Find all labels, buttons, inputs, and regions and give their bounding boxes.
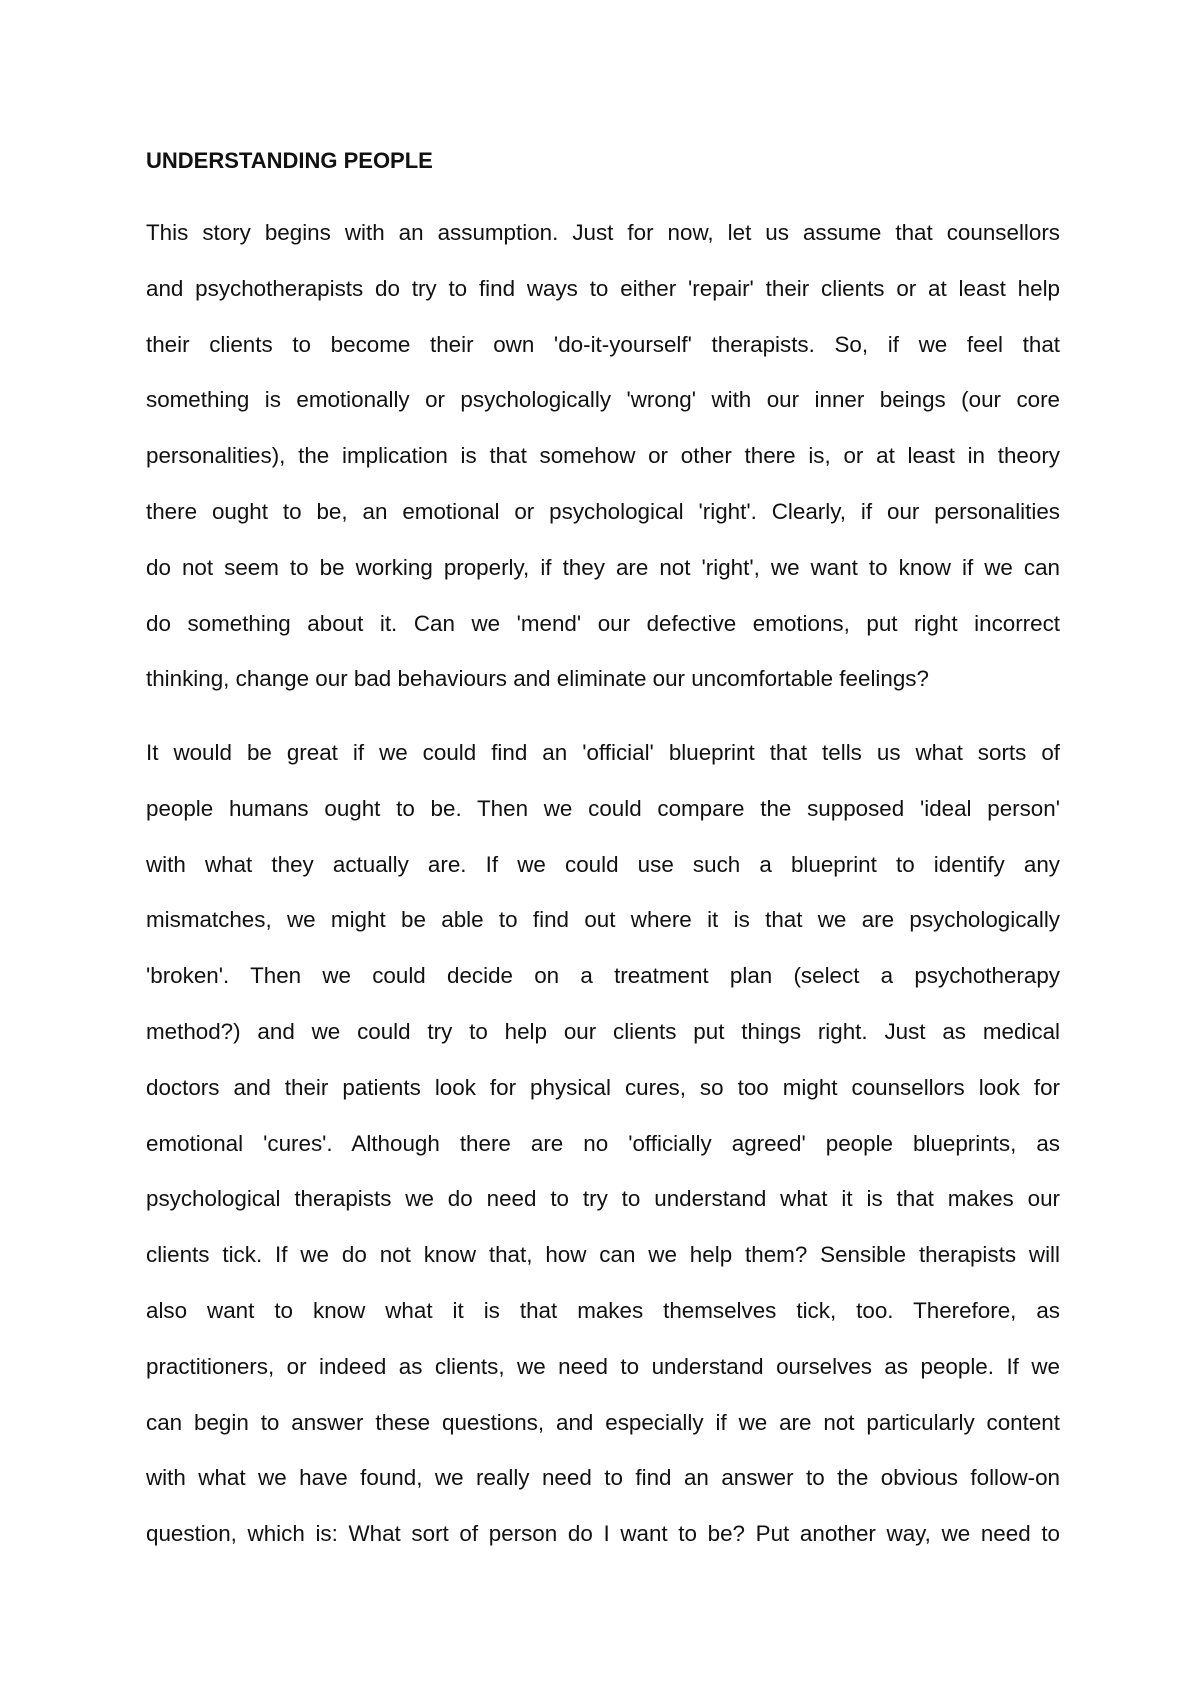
text-line: something is emotionally or psychologically 'wrong' with our inner beings (our core [146, 387, 1060, 413]
text-line: and psychotherapists do try to find ways to either 'repair' their clients or at least help [146, 275, 1060, 301]
text-line: thinking, change our bad behaviours and eliminate our uncomfortable feelings? [146, 666, 929, 692]
paragraph-2 [146, 738, 1060, 1575]
text-line: 'broken'. Then we could decide on a treatment plan (select a psychotherapy [146, 963, 1060, 989]
text-line: This story begins with an assumption. Just for now, let us assume that counsellors [146, 220, 1060, 245]
text-line: can begin to answer these questions, and especially if we are not particularly content [146, 1409, 1060, 1435]
text-line: clients tick. If we do not know that, how can we help them? Sensible therapists will [146, 1242, 1060, 1268]
text-line: practitioners, or indeed as clients, we need to understand ourselves as people. If we [146, 1353, 1060, 1379]
text-line: there ought to be, an emotional or psychological 'right'. Clearly, if our personalities [146, 498, 1060, 524]
text-line: emotional 'cures'. Although there are no 'officially agreed' people blueprints, as [146, 1130, 1060, 1156]
text-line: mismatches, we might be able to find out where it is that we are psychologically [146, 907, 1060, 933]
text-line: with what they actually are. If we could use such a blueprint to identify any [146, 851, 1060, 877]
text-line: people humans ought to be. Then we could compare the supposed 'ideal person' [146, 795, 1060, 821]
text-line: do not seem to be working properly, if they are not 'right', we want to know if we can [146, 554, 1060, 580]
text-line: do something about it. Can we 'mend' our defective emotions, put right incorrect [146, 610, 1060, 636]
text-line: with what we have found, we really need to find an answer to the obvious follow-on [146, 1465, 1060, 1491]
text-line: It would be great if we could find an 'official' blueprint that tells us what sorts of [146, 740, 1060, 765]
text-line: question, which is: What sort of person do I want to be? Put another way, we need to [146, 1521, 1060, 1547]
text-line: personalities), the implication is that somehow or other there is, or at least in theory [146, 443, 1060, 469]
text-line: psychological therapists we do need to try to understand what it is that makes our [146, 1186, 1060, 1212]
text-line: their clients to become their own 'do-it-yourself' therapists. So, if we feel that [146, 331, 1060, 357]
text-line: also want to know what it is that makes themselves tick, too. Therefore, as [146, 1297, 1060, 1323]
document-title: UNDERSTANDING PEOPLE [146, 148, 433, 173]
paragraph-1 [146, 218, 1060, 720]
text-line: method?) and we could try to help our clients put things right. Just as medical [146, 1018, 1060, 1044]
text-line: doctors and their patients look for physical cures, so too might counsellors look for [146, 1074, 1060, 1100]
